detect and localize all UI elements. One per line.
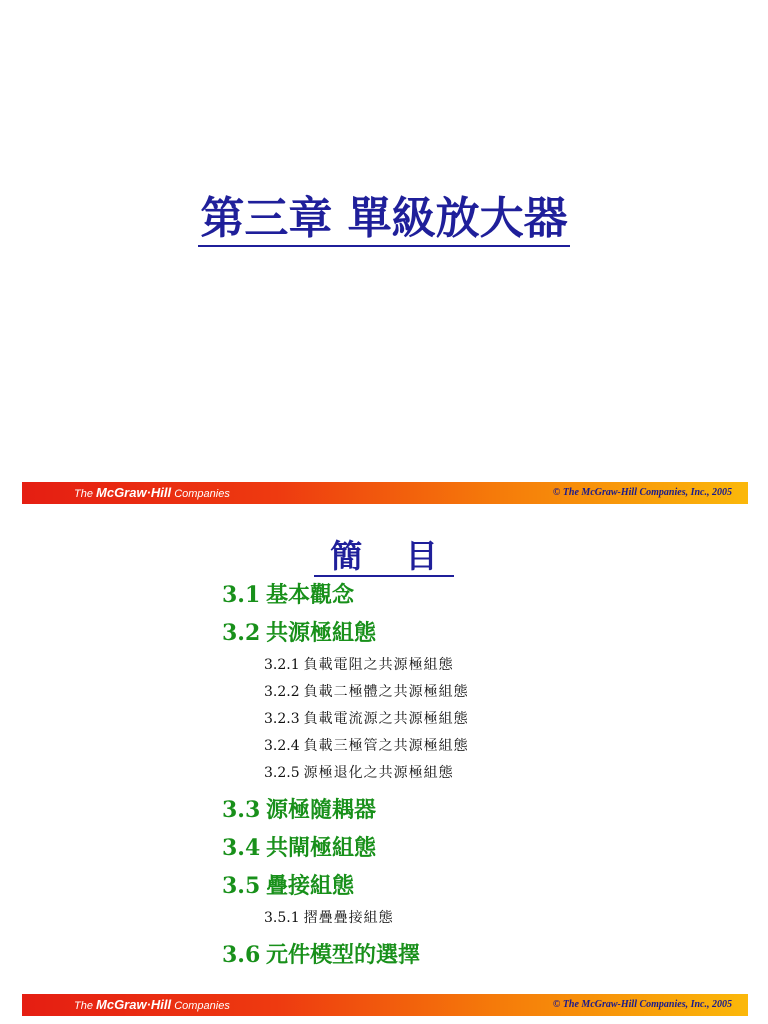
contents-slide — [0, 512, 768, 1024]
subsection-number: 3.2.3 — [264, 711, 300, 727]
table-of-contents — [222, 576, 722, 974]
toc-subsection-3-5-1 — [222, 905, 722, 932]
section-title: 疊接組態 — [266, 873, 355, 899]
brand-prefix: The — [74, 1000, 97, 1012]
toc-subsection-3-2-5 — [222, 760, 722, 787]
section-number: 3.3 — [222, 797, 261, 823]
chapter-title-text: 第三章 單級放大器 — [198, 193, 569, 247]
section-title: 基本觀念 — [266, 582, 355, 608]
section-number: 3.5 — [222, 873, 261, 899]
toc-subsection-3-2-2 — [222, 679, 722, 706]
footer-bar — [22, 994, 748, 1016]
subsection-number: 3.2.5 — [264, 765, 300, 781]
brand-suffix: Companies — [171, 1000, 230, 1012]
toc-section-3-4 — [222, 829, 722, 867]
chapter-title — [0, 190, 768, 248]
toc-subsection-3-2-1 — [222, 652, 722, 679]
copyright-notice: © The McGraw-Hill Companies, Inc., 2005 — [552, 999, 732, 1010]
section-title: 共閘極組態 — [266, 835, 377, 861]
subsection-number: 3.2.4 — [264, 738, 300, 754]
subsection-number: 3.2.1 — [264, 657, 300, 673]
section-number: 3.4 — [222, 835, 261, 861]
toc-section-3-3 — [222, 791, 722, 829]
publisher-logo — [74, 997, 230, 1014]
section-number: 3.6 — [222, 942, 261, 968]
toc-subsection-3-2-3 — [222, 706, 722, 733]
brand-name: McGraw·Hill — [96, 485, 172, 500]
toc-section-3-6 — [222, 936, 722, 974]
brand-prefix: The — [74, 488, 97, 500]
toc-section-3-2 — [222, 614, 722, 652]
subsection-title: 源極退化之共源極組態 — [303, 765, 454, 781]
subsection-title: 負載二極體之共源極組態 — [303, 684, 469, 700]
subsection-number: 3.2.2 — [264, 684, 300, 700]
footer-bar — [22, 482, 748, 504]
subsection-title: 摺疊疊接組態 — [303, 910, 394, 926]
section-title: 元件模型的選擇 — [266, 942, 421, 968]
section-title: 共源極組態 — [266, 620, 377, 646]
toc-section-3-5 — [222, 867, 722, 905]
brand-name: McGraw·Hill — [96, 997, 172, 1012]
contents-heading — [0, 536, 768, 576]
copyright-notice: © The McGraw-Hill Companies, Inc., 2005 — [552, 487, 732, 498]
section-title: 源極隨耦器 — [266, 797, 377, 823]
toc-section-3-1 — [222, 576, 722, 614]
toc-subsection-3-2-4 — [222, 733, 722, 760]
contents-heading-text: 簡 目 — [314, 537, 453, 577]
subsection-title: 負載電阻之共源極組態 — [303, 657, 454, 673]
publisher-logo — [74, 485, 230, 502]
subsection-title: 負載三極管之共源極組態 — [303, 738, 469, 754]
brand-suffix: Companies — [171, 488, 230, 500]
subsection-title: 負載電流源之共源極組態 — [303, 711, 469, 727]
section-number: 3.2 — [222, 620, 261, 646]
subsection-number: 3.5.1 — [264, 910, 300, 926]
section-number: 3.1 — [222, 582, 261, 608]
